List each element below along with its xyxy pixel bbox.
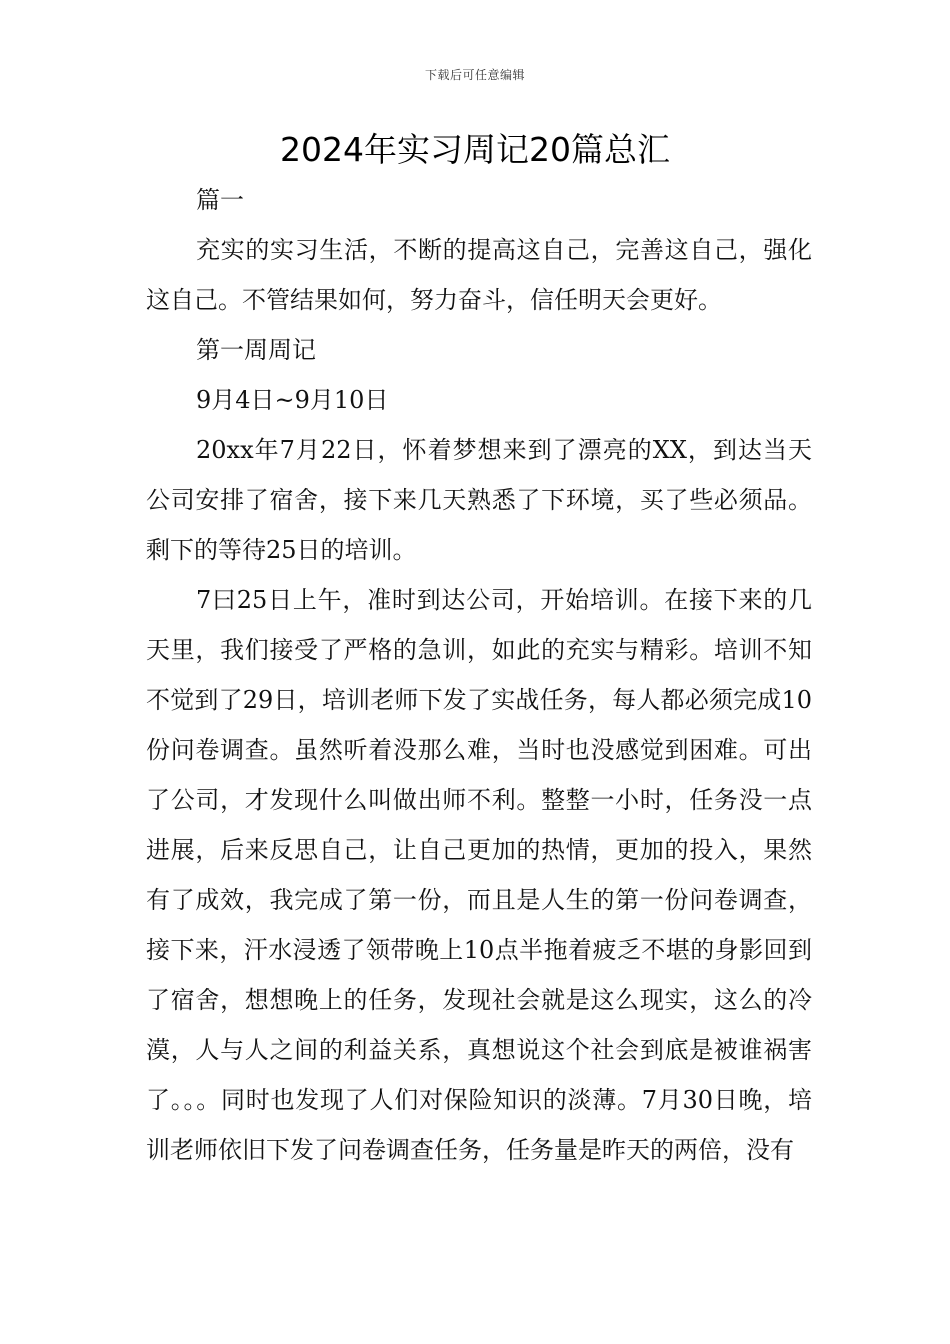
- document-body: [146, 175, 812, 1175]
- section-heading: 篇一: [196, 186, 244, 214]
- paragraph: 充实的实习生活，不断的提高这自己，完善这自己，强化这自己。不管结果如何，努力奋斗，信任明天会更好。: [146, 236, 812, 314]
- paragraph: 7曰25日上午，准时到达公司，开始培训。在接下来的几天里，我们接受了严格的急训，如此的充实与精彩。培训不知不觉到了29日，培训老师下发了实战任务，每人都必须完成10份问卷调查。虽然听着没那么难，当时也没感觉到困难。可出了公司，才发现什么叫做出师不利。整整一小时，任务没一点进展，后来反思自己，让自己更加的热情，更加的投入，果然有了成效，我完成了第一份，而且是人生的第一份问卷调查，接下来，汗水浸透了领带晚上10点半拖着疲乏不堪的身影回到了宿舍，想想晚上的任务，发现社会就是这么现实，这么的冷漠，人与人之间的利益关系，真想说这个社会到底是被谁祸害了。。。同时也发现了人们对保险知识的淡薄。7月30日晚，培训老师依旧下发了问卷调查任务，任务量是昨天的两倍，没有: [146, 586, 812, 1164]
- document-title: 2024年实习周记20篇总汇: [280, 130, 670, 169]
- date-range: 9月4日~9月10日: [196, 386, 389, 414]
- header-note: 下载后可任意编辑: [424, 68, 525, 82]
- week-heading: 第一周周记: [196, 336, 316, 364]
- paragraph: 20xx年7月22日，怀着梦想来到了漂亮的XX，到达当天公司安排了宿舍，接下来几天熟悉了下环境，买了些必须品。剩下的等待25日的培训。: [146, 436, 812, 564]
